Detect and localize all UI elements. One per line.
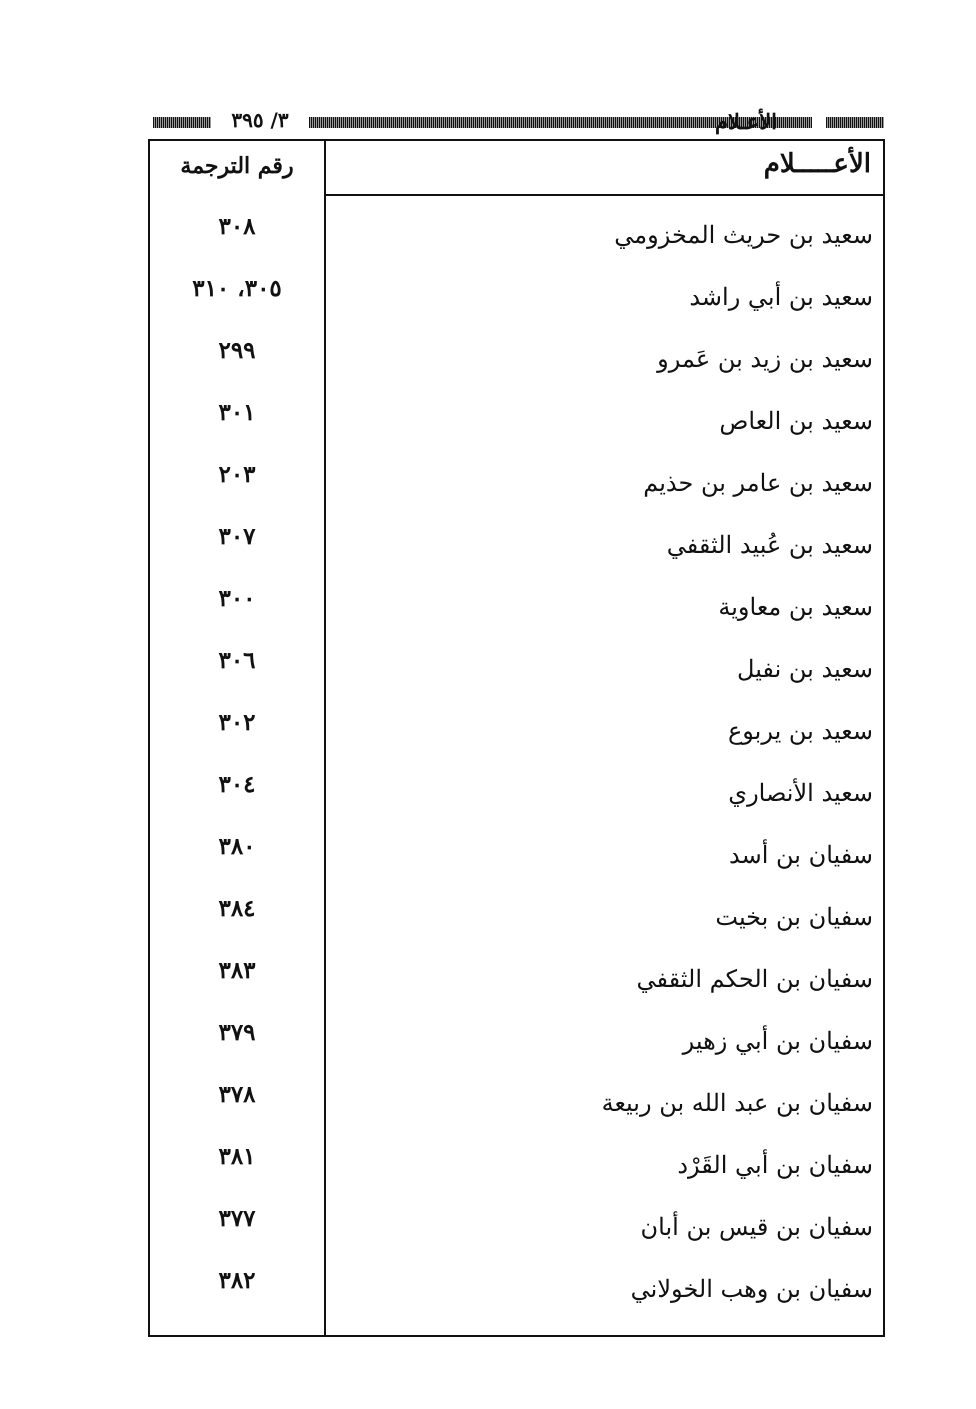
table-row: [150, 331, 883, 393]
index-rows: [150, 207, 883, 1323]
entry-number: ٣٧٩: [218, 1019, 256, 1046]
table-row: [150, 889, 883, 951]
person-name: سعيد بن أبي راشد: [689, 283, 873, 311]
entry-number: ٣٨٢: [218, 1267, 256, 1294]
entry-number: ٣٧٧: [218, 1205, 256, 1232]
entry-number: ٣٠٨: [218, 213, 256, 240]
person-name: سفيان بن وهب الخولاني: [630, 1275, 873, 1303]
header-ornament-right: [826, 117, 884, 128]
entry-number: ٣٠٦: [218, 647, 256, 674]
person-name: سفيان بن عبد الله بن ربيعة: [601, 1089, 873, 1117]
running-header: [150, 110, 886, 134]
person-name: سفيان بن أبي زهير: [682, 1027, 873, 1055]
entry-number: ٣٧٨: [218, 1081, 256, 1108]
table-row: [150, 703, 883, 765]
entry-number: ٣٠٧: [218, 523, 256, 550]
table-row: [150, 455, 883, 517]
table-row: [150, 1199, 883, 1261]
table-row: [150, 765, 883, 827]
person-name: سعيد الأنصاري: [728, 779, 873, 807]
person-name: سعيد بن عامر بن حذيم: [643, 469, 873, 497]
person-name: سفيان بن أسد: [728, 841, 873, 869]
entry-number: ٢٠٣: [218, 461, 256, 488]
table-row: [150, 951, 883, 1013]
entry-number: ٣٠٢: [218, 709, 256, 736]
person-name: سفيان بن قيس بن أبان: [640, 1213, 873, 1241]
person-name: سفيان بن أبي القَرْد: [677, 1151, 873, 1179]
header-rule: [326, 194, 885, 196]
person-name: سعيد بن العاص: [719, 407, 873, 435]
person-name: سعيد بن عُبيد الثقفي: [666, 531, 873, 559]
entry-number: ٣٠١: [218, 399, 256, 426]
table-row: [150, 827, 883, 889]
names-column-header: الأعـــــلام: [763, 149, 871, 179]
person-name: سعيد بن نفيل: [737, 655, 873, 683]
header-ornament-left: [153, 117, 211, 128]
person-name: سفيان بن الحكم الثقفي: [636, 965, 873, 993]
running-title: الأعـلام: [714, 109, 778, 134]
entry-number: ٢٩٩: [218, 337, 256, 364]
entry-number: ٣٨٣: [218, 957, 256, 984]
numbers-column-header: رقم الترجمة: [180, 153, 294, 179]
person-name: سعيد بن معاوية: [718, 593, 873, 621]
person-name: سعيد بن يربوع: [727, 717, 873, 745]
volume-page-number: ٣/ ٣٩٥: [231, 108, 289, 132]
table-row: [150, 1013, 883, 1075]
entry-number: ٣٠٤: [218, 771, 256, 798]
entry-number: ٣٨١: [218, 1143, 256, 1170]
person-name: سفيان بن بخيت: [715, 903, 873, 931]
table-row: [150, 1261, 883, 1323]
table-row: [150, 579, 883, 641]
entry-number: ٣٨٤: [218, 895, 256, 922]
table-row: [150, 641, 883, 703]
table-row: [150, 269, 883, 331]
entry-number: ٣٠٥، ٣١٠: [192, 275, 282, 302]
person-name: سعيد بن حريث المخزومي: [614, 221, 873, 249]
person-name: سعيد بن زيد بن عَمرو: [657, 345, 873, 373]
table-row: [150, 517, 883, 579]
table-row: [150, 1075, 883, 1137]
entry-number: ٣٨٠: [218, 833, 256, 860]
table-row: [150, 1137, 883, 1199]
table-row: [150, 393, 883, 455]
names-index-table: [148, 139, 885, 1337]
entry-number: ٣٠٠: [218, 585, 256, 612]
table-row: [150, 207, 883, 269]
